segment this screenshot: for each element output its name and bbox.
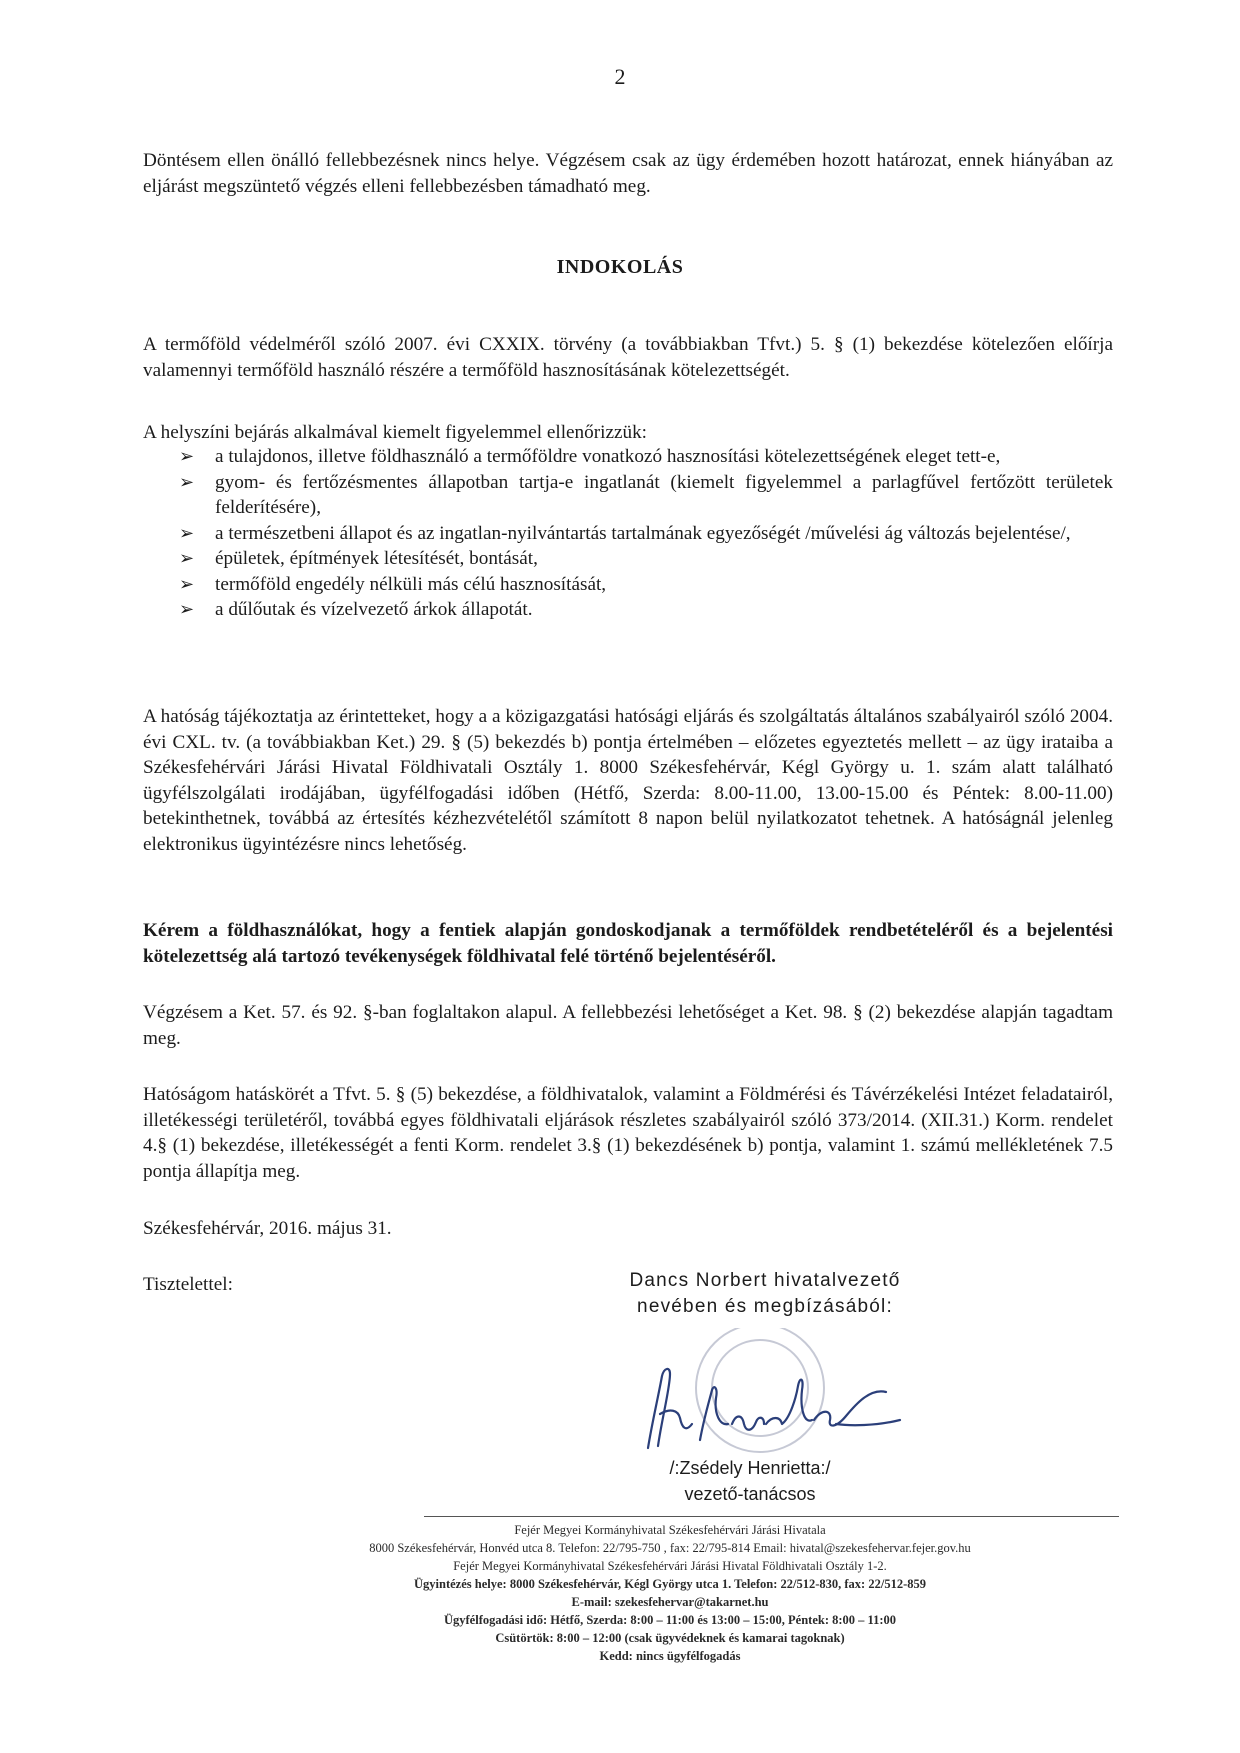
signer-block [620,1455,880,1507]
list-item: ➢ épületek, építmények létesítését, bontását, [143,546,1113,572]
arrow-bullet-icon: ➢ [179,599,195,620]
footer [200,1521,1140,1665]
arrow-bullet-icon: ➢ [179,446,195,467]
paragraph-appeal-notice: Döntésem ellen önálló fellebbezésnek nincs helye. Végzésem csak az ügy érdemében hozott határozat, ennek hiányában az eljárást megszüntető végzés elleni fellebbezésben támadható meg. [143,150,1113,197]
paragraph-law-reference: A termőföld védelméről szóló 2007. évi CXXIX. törvény (a továbbiakban Tfvt.) 5. § (1) bekezdése kötelezően előírja valamennyi termőföld használó részére a termőföld hasznosításának kötelezettségét. [143,334,1113,381]
inspection-intro: A helyszíni bejárás alkalmával kiemelt figyelemmel ellenőrizzük: [143,422,648,443]
signer-title: vezető-tanácsos [684,1484,816,1504]
handwritten-signature [600,1328,960,1458]
signer-name: /:Zsédely Henrietta:/ [669,1458,831,1478]
arrow-bullet-icon: ➢ [179,548,195,569]
list-item: ➢ a természetbeni állapot és az ingatlan-nyilvántartás tartalmának egyezőségét /művelési ág változás bejelentése/, [143,521,1113,547]
inspection-list [143,444,1113,623]
list-item: ➢ termőföld engedély nélküli más célú hasznosítását, [143,572,1113,598]
footer-divider [424,1516,1119,1517]
arrow-bullet-icon: ➢ [179,522,195,544]
footer-department: Fejér Megyei Kormányhivatal Székesfehérvári Járási Hivatal Földhivatali Osztály 1-2. [453,1559,887,1573]
page-number: 2 [614,64,626,89]
signature-authority [540,1268,990,1320]
section-heading: INDOKOLÁS [556,256,684,278]
list-item: ➢ a tulajdonos, illetve földhasználó a termőföldre vonatkozó hasznosítási kötelezettségének eleget tett-e, [143,444,1113,470]
date-line: Székesfehérvár, 2016. május 31. [143,1218,392,1239]
on-behalf-line-2: nevében és megbízásából: [637,1296,893,1317]
arrow-bullet-icon: ➢ [179,471,195,493]
footer-hours: Ügyfélfogadási idő: Hétfő, Szerda: 8:00 – 11:00 és 13:00 – 15:00, Péntek: 8:00 – 11:00 [443,1613,897,1627]
footer-address: 8000 Székesfehérvár, Honvéd utca 8. Telefon: 22/795-750 , fax: 22/795-814 Email: hivatal@szekesfehervar.fejer.gov.hu [369,1541,971,1555]
list-item: ➢ a dűlőutak és vízelvezető árkok állapotát. [143,597,1113,623]
on-behalf-line-1: Dancs Norbert hivatalvezető [629,1270,901,1291]
footer-service-place: Ügyintézés helye: 8000 Székesfehérvár, Kégl György utca 1. Telefon: 22/512-830, fax: 22/512-859 [414,1577,926,1591]
footer-email: E-mail: szekesfehervar@takarnet.hu [571,1595,769,1609]
list-item: ➢ gyom- és fertőzésmentes állapotban tartja-e ingatlanát (kiemelt figyelemmel a parlagfűvel fertőzött területek felderítésére), [179,471,1113,518]
footer-tuesday: Kedd: nincs ügyfélfogadás [599,1649,741,1663]
paragraph-authority-info: A hatóság tájékoztatja az érintetteket, hogy a a közigazgatási hatósági eljárás és szolgáltatás általános szabályairól szóló 2004. évi CXL. tv. (a továbbiakban Ket.) 29. § (5) bekezdés b) pontja értelmében – előzetes egyeztetés mellett – az ügy irataiba a Székesfehérvári Járási Hivatal Földhivatali Osztály 1. 8000 Székesfehérvár, Kégl György u. 1. szám alatt található ügyfélszolgálati irodájában, ügyfélfogadási időben (Hétfő, Szerda: 8.00-11.00, 13.00-15.00 és Péntek: 8.00-11.00) betekinthetnek, továbbá az értesítés kézhezvételétől számított 8 napon belül nyilatkozatot tehetnek. A hatóságnál jelenleg elektronikus ügyintézésre nincs lehetőség. [143,706,1113,855]
greeting: Tisztelettel: [143,1274,233,1295]
paragraph-legal-basis: Végzésem a Ket. 57. és 92. §-ban foglaltakon alapul. A fellebbezési lehetőséget a Ket. 98. § (2) bekezdése alapján tagadtam meg. [143,1002,1113,1049]
arrow-bullet-icon: ➢ [179,573,195,595]
paragraph-request-bold: Kérem a földhasználókat, hogy a fentiek alapján gondoskodjanak a termőföldek rendbetételéről és a bejelentési kötelezettség alá tartozó tevékenységek földhivatal felé történő bejelentéséről. [143,920,1113,967]
paragraph-competence: Hatóságom hatáskörét a Tfvt. 5. § (5) bekezdése, a földhivatalok, valamint a Földmérési és Távérzékelési Intézet feladatairól, illetékességi területéről, továbbá egyes földhivatali eljárások részletes szabályairól szóló 373/2014. (XII.31.) Korm. rendelet 4.§ (1) bekezdése, illetékességét a fenti Korm. rendelet 3.§ (1) bekezdésének b) pontja, valamint 1. számú mellékletének 7.5 pontja állapítja meg. [143,1084,1113,1182]
footer-office: Fejér Megyei Kormányhivatal Székesfehérvári Járási Hivatala [514,1523,826,1537]
footer-thursday: Csütörtök: 8:00 – 12:00 (csak ügyvédeknek és kamarai tagoknak) [495,1631,845,1645]
